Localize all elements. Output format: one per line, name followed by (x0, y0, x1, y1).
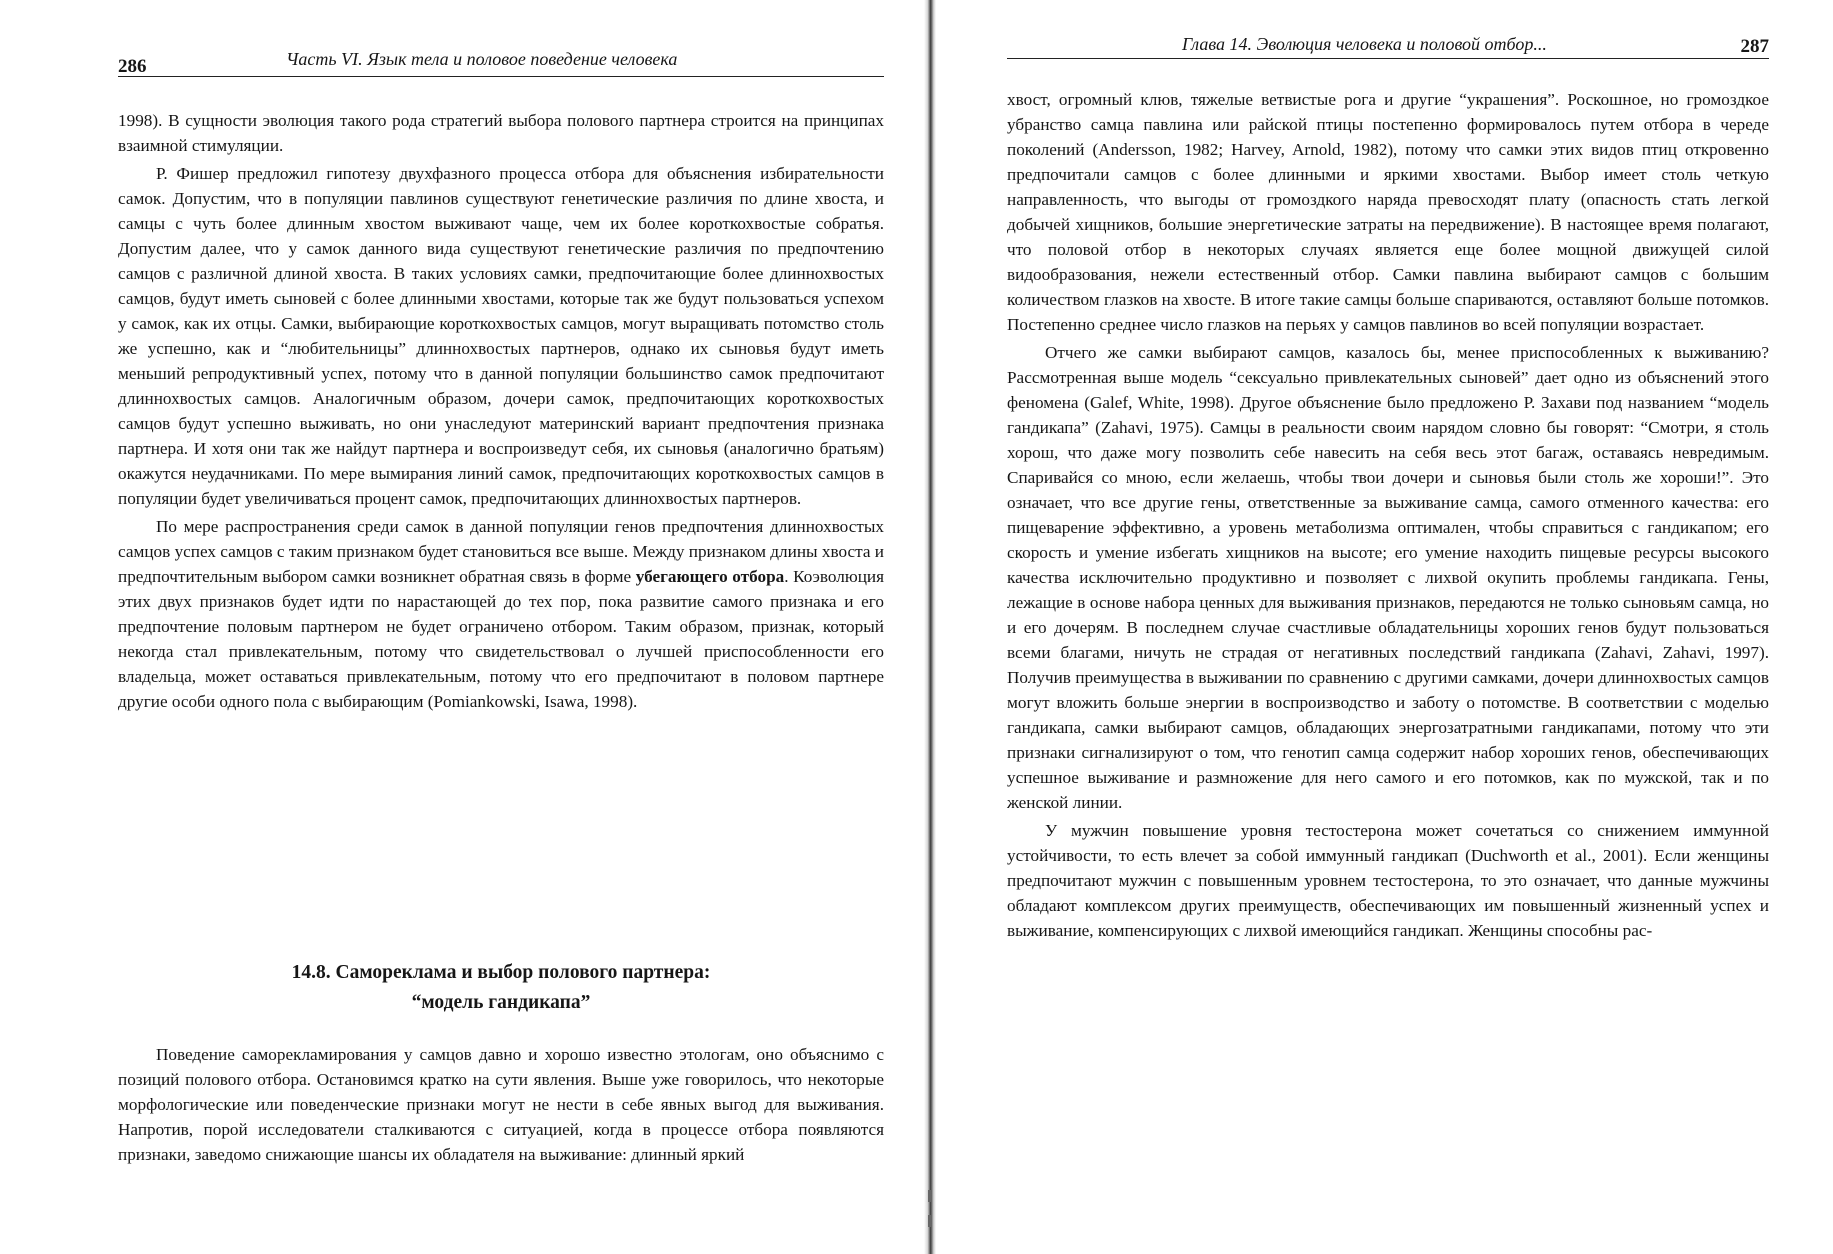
section-heading (118, 958, 884, 1018)
section-heading-line: “модель гандикапа” (411, 992, 591, 1013)
section-heading-line: 14.8. Самореклама и выбор полового партнера: (291, 962, 711, 983)
paragraph: Поведение саморекламирования у самцов давно и хорошо известно этологам, оно объяснимо с позиций полового отбора. Остановимся кратко на сути явления. Выше уже говорилось, что некоторые морфологические или поведенческие признаки могут не нести в себе явных выгод для выживания. Напротив, порой исследователи сталкиваются с ситуацией, когда в процессе отбора появляются признаки, заведомо снижающие шансы их обладателя на выживание: длинный яркий (118, 1045, 884, 1164)
gutter-mark (928, 1215, 931, 1227)
right-running-head-title: Глава 14. Эволюция человека и половой отбор... (1182, 34, 1547, 54)
right-header-rule (1007, 58, 1769, 59)
paragraph (118, 514, 884, 714)
paragraph: Р. Фишер предложил гипотезу двухфазного процесса отбора для объяснения избирательности самок. Допустим, что в популяции павлинов существуют генетические различия по длине хвоста, и самцы с чуть более длинным хвостом выживают чаще, чем их более короткохвостые собратья. Допустим далее, что у самок данного вида существуют генетические различия по предпочтению самцов с различной длиной хвоста. В таких условиях самки, предпочитающие более длиннохвостых самцов, будут иметь сыновей с более длинными хвостами, которые так же будут пользоваться успехом у самок, как их отцы. Самки, выбирающие короткохвостых самцов, могут выращивать потомство столь же успешно, как и “любительницы” длиннохвостых партнеров, однако их сыновья будут иметь меньший репродуктивный успех, потому что в данной популяции большинство самок предпочитают длиннохвостых самцов. Аналогичным образом, дочери самок, предпочитающих короткохвостых самцов будут успешно выживать, но они унаследуют материнский вариант предпочтения признака партнера. И хотя они так же найдут партнера и воспроизведут себя, их сыновья (аналогично братьям) окажутся неудачниками. По мере вымирания линий самок, предпочитающих короткохвостых самцов в популяции будет увеличиваться процент самок, предпочитающих длиннохвостых партнеров. (118, 164, 884, 508)
gutter-mark (928, 1190, 931, 1202)
left-body-text (118, 108, 884, 714)
paragraph-text: . Коэволюция этих двух признаков будет идти по нарастающей до тех пор, пока развитие самого признака и его предпочтение половым партнером не будет ограничено отбором. Таким образом, признак, который некогда стал привлекательным, потому что свидетельствовал о лучшей приспособленности его владельца, может оставаться привлекательным, потому что его предпочитают в половом партнере другие особи одного пола с выбирающим (Pomiankowski, Isawa, 1998). (118, 567, 884, 711)
left-running-head-title: Часть VI. Язык тела и половое поведение человека (286, 49, 678, 69)
emphasis-term: убегающего отбора (635, 567, 785, 586)
left-page-number: 286 (118, 56, 147, 77)
paragraph: хвост, огромный клюв, тяжелые ветвистые рога и другие “украшения”. Роскошное, но громоздкое убранство самца павлина или райской птицы постепенно формировалось путем отбора в череде поколений (Andersson, 1982; Harvey, Arnold, 1982), потому что самки этих видов птиц откровенно предпочитали самцов с более длинными и яркими хвостами. Выбор имеет столь четкую направленность, что выгоды от громоздкого наряда превосходят плату (опасность стать легкой добычей хищников, большие энергетические затраты на передвижение). В настоящее время полагают, что половой отбор в некоторых случаях является еще более мощной движущей силой видообразования, нежели естественный отбор. Самки павлина выбирают самцов с большим количеством глазков на хвосте. В итоге такие самцы больше спариваются, оставляют больше потомков. Постепенно среднее число глазков на перьях у самцов павлинов во всей популяции возрастает. (1007, 90, 1769, 334)
right-page (1007, 0, 1769, 1254)
left-page (118, 0, 884, 1254)
right-page-number: 287 (1740, 36, 1769, 57)
paragraph: Отчего же самки выбирают самцов, казалось бы, менее приспособленных к выживанию? Рассмотренная выше модель “сексуально привлекательных сыновей” дает одно из объяснений этого феномена (Galef, White, 1998). Другое объяснение было предложено Р. Захави под названием “модель гандикапа” (Zahavi, 1975). Самцы в реальности своим нарядом словно бы говорят: “Смотри, я столь хорош, что даже могу позволить себе навесить на себя весь этот багаж, оставаясь невредимым. Спаривайся со мною, если желаешь, чтобы твои дочери и сыновья были столь же хороши!”. Это означает, что все другие гены, ответственные за выживание самца, самого отменного качества: его пищеварение эффективно, а уровень метаболизма оптимален, чтобы справиться с гандикапом; его скорость и умение избегать хищников на высоте; его умение находить пищевые ресурсы высокого качества исключительно продуктивно и позволяет с лихвой окупить проблемы гандикапа. Гены, лежащие в основе набора ценных для выживания признаков, передаются не только сыновьям самца, но и его дочерям. В последнем случае счастливые обладательницы хороших генов будут пользоваться всеми благами, ничуть не страдая от негативных последствий гандикапа (Zahavi, Zahavi, 1997). Получив преимущества в выживании по сравнению с другими самками, дочери длиннохвостых самцов могут вложить больше энергии в воспроизводство и заботу о потомстве. В соответствии с моделью гандикапа, самки выбирают самцов, обладающих энергозатратными гандикапами, потому что эти признаки сигнализируют о том, что генотип самца содержит набор хороших генов, обеспечивающих успешное выживание и размножение для него самого и его потомков, как по мужской, так и по женской линии. (1007, 343, 1769, 812)
paragraph: У мужчин повышение уровня тестостерона может сочетаться со снижением иммунной устойчивости, то есть влечет за собой иммунный гандикап (Duchworth et al., 2001). Если женщины предпочитают мужчин с повышенным уровнем тестостерона, то это означает, что данные мужчины обладают комплексом других преимуществ, обеспечивающих им повышенный жизненный успех и выживание, компенсирующих с лихвой имеющийся гандикап. Женщины способны рас- (1007, 821, 1769, 940)
left-running-head (118, 46, 884, 77)
paragraph-text: По мере распространения среди самок в данной популяции генов предпочтения длиннохвостых самцов успех самцов с таким признаком будет становиться все выше. Между признаком длины хвоста и предпочтительным выбором самки возникнет обратная связь в форме (118, 517, 884, 586)
paragraph: 1998). В сущности эволюция такого рода стратегий выбора полового партнера строится на принципах взаимной стимуляции. (118, 111, 884, 155)
right-body-text (1007, 87, 1769, 943)
book-gutter (924, 0, 936, 1254)
left-section-text (118, 1042, 884, 1167)
right-running-head (1007, 34, 1769, 74)
left-header-rule (118, 76, 884, 77)
